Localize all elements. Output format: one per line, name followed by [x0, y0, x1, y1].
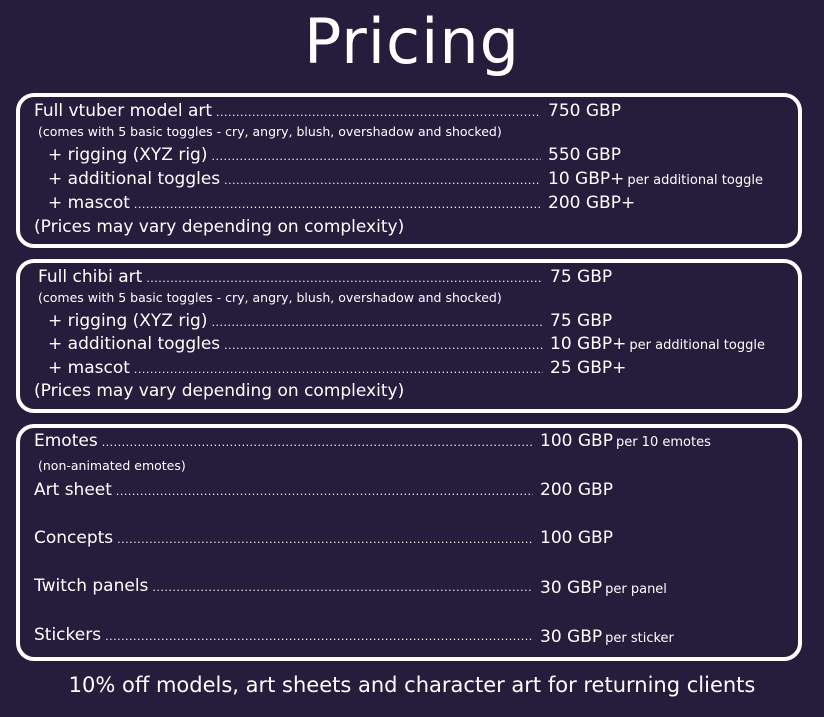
chibi-mascot-price: 25 GBP+ — [550, 358, 627, 378]
chibi-mascot-label: + mascot — [48, 358, 130, 378]
leader-dots — [224, 335, 543, 357]
vtuber-toggles-price-row — [548, 168, 763, 192]
leader-dots — [211, 312, 543, 334]
vtuber-mascot-price-row — [548, 192, 635, 214]
vtuber-rigging-label: + rigging (XYZ rig) — [48, 145, 208, 165]
concepts-price-row — [540, 527, 613, 549]
vtuber-mascot-label: + mascot — [48, 193, 130, 213]
chibi-includes-note: (comes with 5 basic toggles - cry, angry, blush, overshadow and shocked) — [38, 290, 502, 305]
leader-dots — [117, 529, 533, 551]
chibi-rigging-label: + rigging (XYZ rig) — [48, 311, 208, 331]
vtuber-toggles-row — [48, 168, 544, 192]
vtuber-main-label: Full vtuber model art — [34, 101, 213, 121]
vtuber-toggles-note: per additional toggle — [627, 173, 763, 188]
vtuber-mascot-price: 200 GBP+ — [548, 193, 636, 213]
vtuber-rigging-price-row — [548, 144, 621, 166]
stickers-row — [34, 624, 536, 648]
emotes-row — [34, 430, 536, 454]
stickers-price-row — [540, 626, 674, 650]
chibi-toggles-price-row — [550, 333, 765, 357]
vtuber-toggles-price: 10 GBP+ — [548, 169, 625, 189]
chibi-rigging-row — [48, 310, 546, 334]
twitch-price-row — [540, 577, 667, 601]
chibi-rigging-price-row — [550, 310, 612, 332]
stickers-note: per sticker — [605, 631, 674, 646]
vtuber-includes-note: (comes with 5 basic toggles - cry, angry, blush, overshadow and shocked) — [38, 124, 502, 139]
page-title: Pricing — [304, 5, 520, 78]
leader-dots — [152, 577, 533, 599]
leader-dots — [224, 170, 541, 192]
vtuber-main-price-row — [548, 100, 621, 122]
twitch-price: 30 GBP — [540, 578, 603, 598]
concepts-price: 100 GBP — [540, 528, 613, 548]
artsheet-price-row — [540, 479, 613, 501]
returning-clients-footer: 10% off models, art sheets and character art for returning clients — [68, 673, 756, 697]
concepts-label: Concepts — [34, 528, 114, 548]
vtuber-toggles-label: + additional toggles — [48, 169, 221, 189]
chibi-toggles-label: + additional toggles — [48, 334, 221, 354]
leader-dots — [102, 432, 533, 454]
leader-dots — [146, 268, 543, 290]
vtuber-rigging-row — [48, 144, 544, 168]
leader-dots — [134, 359, 543, 381]
leader-dots — [116, 481, 533, 503]
emotes-price-row — [540, 430, 711, 454]
emotes-label: Emotes — [34, 431, 98, 451]
chibi-toggles-note: per additional toggle — [629, 338, 765, 353]
vtuber-main-price: 750 GBP — [548, 101, 621, 121]
chibi-main-price: 75 GBP — [550, 267, 613, 287]
concepts-row — [34, 527, 536, 551]
twitch-note: per panel — [605, 582, 667, 597]
chibi-mascot-row — [48, 357, 546, 381]
chibi-main-price-row — [550, 266, 612, 288]
artsheet-row — [34, 479, 536, 503]
chibi-mascot-price-row — [550, 357, 626, 379]
emotes-note: per 10 emotes — [615, 435, 711, 450]
leader-dots — [134, 194, 541, 216]
chibi-main-row — [38, 266, 546, 290]
vtuber-mascot-row — [48, 192, 544, 216]
chibi-disclaimer: (Prices may vary depending on complexity) — [34, 381, 405, 401]
twitch-row — [34, 575, 536, 599]
vtuber-disclaimer: (Prices may vary depending on complexity) — [34, 217, 405, 237]
emotes-price: 100 GBP — [540, 431, 613, 451]
leader-dots — [105, 626, 533, 648]
chibi-main-label: Full chibi art — [38, 267, 143, 287]
stickers-price: 30 GBP — [540, 627, 603, 647]
stickers-label: Stickers — [34, 625, 102, 645]
artsheet-price: 200 GBP — [540, 480, 613, 500]
vtuber-rigging-price: 550 GBP — [548, 145, 621, 165]
leader-dots — [216, 102, 541, 124]
chibi-rigging-price: 75 GBP — [550, 311, 613, 331]
twitch-label: Twitch panels — [34, 576, 149, 596]
chibi-toggles-price: 10 GBP+ — [550, 334, 627, 354]
vtuber-main-row — [34, 100, 544, 124]
chibi-toggles-row — [48, 333, 546, 357]
artsheet-label: Art sheet — [34, 480, 112, 500]
leader-dots — [211, 146, 541, 168]
emotes-sub-note: (non-animated emotes) — [38, 458, 186, 473]
